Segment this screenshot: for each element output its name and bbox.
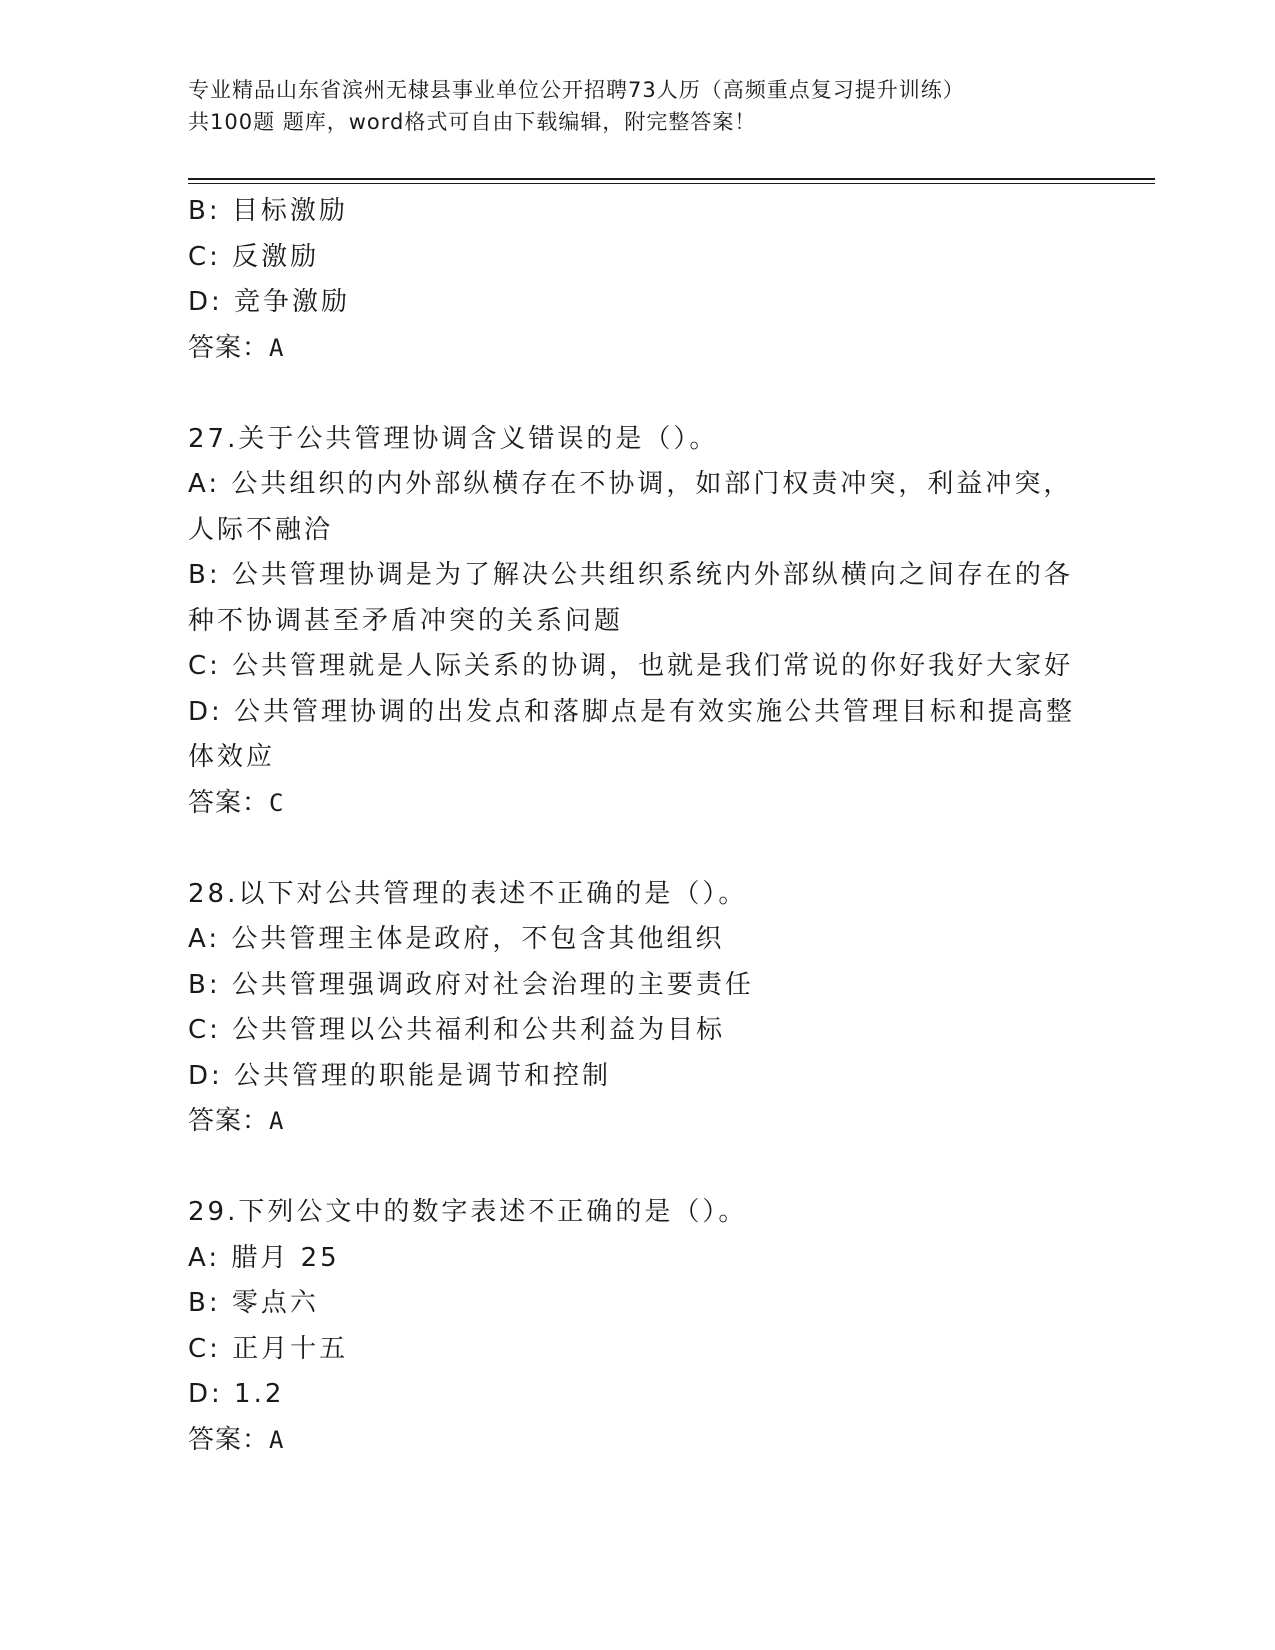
option-b: B: 零点六 xyxy=(188,1288,319,1318)
option-b: B: 目标激励 xyxy=(188,196,348,226)
header-title-line1: 专业精品山东省滨州无棣县事业单位公开招聘73人历（高频重点复习提升训练） xyxy=(188,78,965,102)
header-title-line2: 共100题 题库，word格式可自由下载编辑，附完整答案！ xyxy=(188,110,757,134)
answer-label: 答案： xyxy=(188,787,270,818)
option-c: C: 公共管理就是人际关系的协调，也就是我们常说的你好我好大家好 xyxy=(188,651,1074,681)
option-a: A: 公共组织的内外部纵横存在不协调，如部门权责冲突，利益冲突， xyxy=(188,469,1073,499)
option-b: B: 公共管理强调政府对社会治理的主要责任 xyxy=(188,969,754,1000)
option-b-continued: 种不协调甚至矛盾冲突的关系问题 xyxy=(188,605,624,636)
spacer xyxy=(188,826,1088,872)
header-rule-thick xyxy=(188,178,1155,180)
option-b: B: 公共管理协调是为了解决公共组织系统内外部纵横向之间存在的各 xyxy=(188,560,1073,590)
option-d: D: 竞争激励 xyxy=(188,287,351,317)
question-block-26 xyxy=(188,189,1088,371)
question-stem: 27.关于公共管理协调含义错误的是（）。 xyxy=(188,423,719,454)
answer-line xyxy=(188,781,1088,827)
option-c: C: 公共管理以公共福利和公共利益为目标 xyxy=(188,1015,726,1045)
question-content xyxy=(188,189,1088,1463)
option-a-continued: 人际不融洽 xyxy=(188,514,334,545)
header-rule-thin xyxy=(188,183,1155,184)
option-c: C: 正月十五 xyxy=(188,1333,349,1364)
option-a: A: 公共管理主体是政府，不包含其他组织 xyxy=(188,924,725,954)
answer-line xyxy=(188,326,1088,372)
answer-value: A xyxy=(269,1425,285,1454)
page-header xyxy=(188,74,1088,138)
answer-label: 答案： xyxy=(188,1424,270,1455)
question-stem: 29.下列公文中的数字表述不正确的是（）。 xyxy=(188,1197,748,1227)
answer-line xyxy=(188,1099,1088,1145)
question-block-28 xyxy=(188,872,1088,1145)
answer-value: A xyxy=(269,1107,285,1135)
option-c: C: 反激励 xyxy=(188,241,320,272)
answer-label: 答案： xyxy=(188,332,270,363)
question-stem: 28.以下对公共管理的表述不正确的是（）。 xyxy=(188,878,748,909)
answer-value: A xyxy=(269,333,285,362)
option-d: D: 公共管理的职能是调节和控制 xyxy=(188,1060,612,1091)
option-a: A: 腊月 25 xyxy=(188,1242,340,1273)
option-d: D: 公共管理协调的出发点和落脚点是有效实施公共管理目标和提高整 xyxy=(188,696,1076,727)
option-d: D: 1.2 xyxy=(188,1379,285,1409)
answer-line xyxy=(188,1418,1088,1464)
spacer xyxy=(188,371,1088,417)
answer-label: 答案： xyxy=(188,1106,270,1136)
spacer xyxy=(188,1145,1088,1191)
question-block-27 xyxy=(188,417,1088,827)
answer-value: C xyxy=(269,788,285,817)
option-d-continued: 体效应 xyxy=(188,742,276,772)
question-block-29 xyxy=(188,1190,1088,1463)
